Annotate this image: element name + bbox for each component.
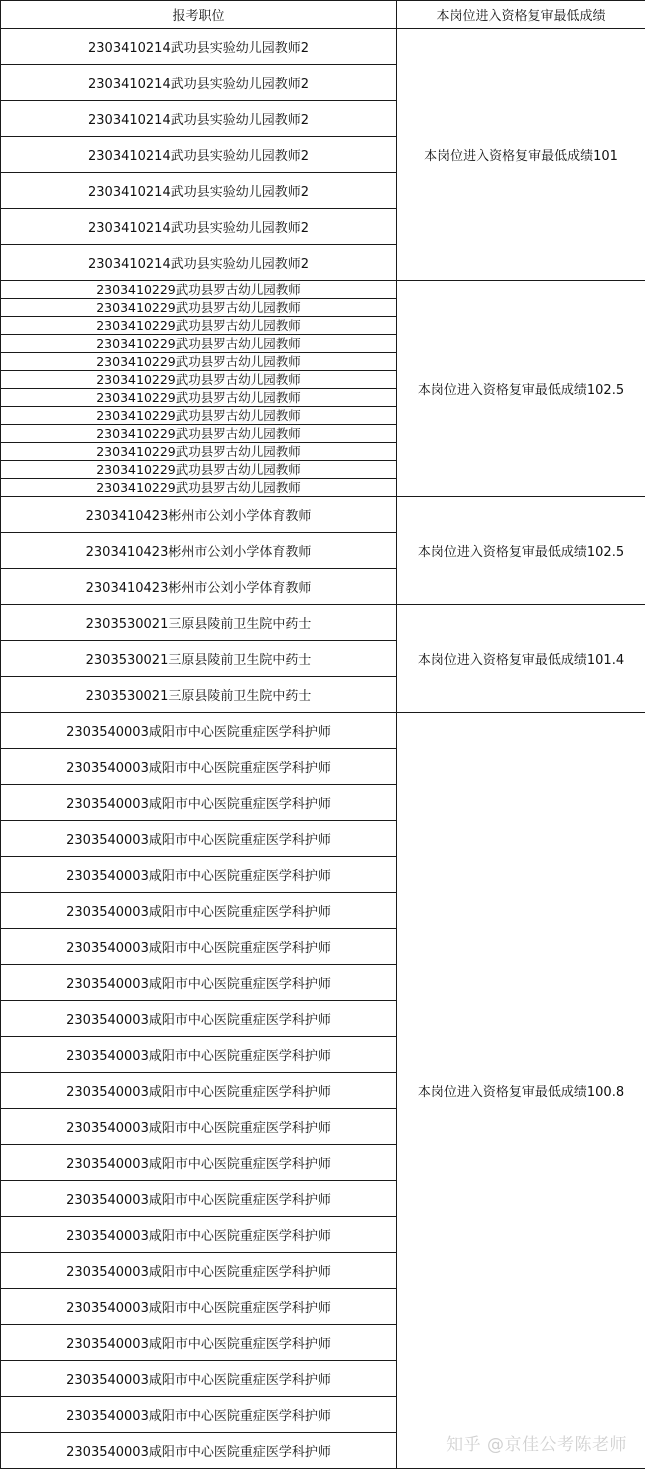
min-score-cell: 本岗位进入资格复审最低成绩102.5 [397, 497, 645, 605]
position-cell: 2303410229武功县罗古幼儿园教师 [1, 389, 397, 407]
position-cell: 2303540003咸阳市中心医院重症医学科护师 [1, 929, 397, 965]
position-cell: 2303540003咸阳市中心医院重症医学科护师 [1, 1145, 397, 1181]
min-score-cell: 本岗位进入资格复审最低成绩100.8 [397, 713, 645, 1469]
position-cell: 2303540003咸阳市中心医院重症医学科护师 [1, 1217, 397, 1253]
position-cell: 2303540003咸阳市中心医院重症医学科护师 [1, 1073, 397, 1109]
position-cell: 2303410229武功县罗古幼儿园教师 [1, 335, 397, 353]
position-cell: 2303410229武功县罗古幼儿园教师 [1, 299, 397, 317]
position-cell: 2303540003咸阳市中心医院重症医学科护师 [1, 713, 397, 749]
position-cell: 2303540003咸阳市中心医院重症医学科护师 [1, 1181, 397, 1217]
position-cell: 2303410229武功县罗古幼儿园教师 [1, 353, 397, 371]
position-cell: 2303410423彬州市公刘小学体育教师 [1, 497, 397, 533]
position-cell: 2303410229武功县罗古幼儿园教师 [1, 443, 397, 461]
position-cell: 2303410229武功县罗古幼儿园教师 [1, 407, 397, 425]
table-row [1, 497, 645, 533]
position-cell: 2303540003咸阳市中心医院重症医学科护师 [1, 1397, 397, 1433]
position-cell: 2303540003咸阳市中心医院重症医学科护师 [1, 749, 397, 785]
position-cell: 2303540003咸阳市中心医院重症医学科护师 [1, 857, 397, 893]
position-cell: 2303530021三原县陵前卫生院中药士 [1, 605, 397, 641]
position-cell: 2303410214武功县实验幼儿园教师2 [1, 29, 397, 65]
position-cell: 2303530021三原县陵前卫生院中药士 [1, 641, 397, 677]
table-body [1, 29, 645, 1469]
position-cell: 2303540003咸阳市中心医院重症医学科护师 [1, 1001, 397, 1037]
table-row [1, 281, 645, 299]
position-cell: 2303540003咸阳市中心医院重症医学科护师 [1, 785, 397, 821]
position-cell: 2303410214武功县实验幼儿园教师2 [1, 65, 397, 101]
position-cell: 2303410229武功县罗古幼儿园教师 [1, 317, 397, 335]
position-cell: 2303540003咸阳市中心医院重症医学科护师 [1, 821, 397, 857]
position-cell: 2303540003咸阳市中心医院重症医学科护师 [1, 1109, 397, 1145]
position-cell: 2303540003咸阳市中心医院重症医学科护师 [1, 1325, 397, 1361]
table-row [1, 605, 645, 641]
position-cell: 2303540003咸阳市中心医院重症医学科护师 [1, 893, 397, 929]
position-cell: 2303540003咸阳市中心医院重症医学科护师 [1, 1037, 397, 1073]
position-cell: 2303410229武功县罗古幼儿园教师 [1, 281, 397, 299]
position-cell: 2303410214武功县实验幼儿园教师2 [1, 101, 397, 137]
position-cell: 2303540003咸阳市中心医院重症医学科护师 [1, 1289, 397, 1325]
watermark: 知乎 @京佳公考陈老师 [446, 1435, 627, 1455]
position-cell: 2303410229武功县罗古幼儿园教师 [1, 371, 397, 389]
position-cell: 2303410229武功县罗古幼儿园教师 [1, 425, 397, 443]
position-cell: 2303410214武功县实验幼儿园教师2 [1, 173, 397, 209]
position-cell: 2303410229武功县罗古幼儿园教师 [1, 461, 397, 479]
header-position: 报考职位 [1, 1, 397, 29]
min-score-cell: 本岗位进入资格复审最低成绩102.5 [397, 281, 645, 497]
position-cell: 2303410214武功县实验幼儿园教师2 [1, 245, 397, 281]
position-cell: 2303540003咸阳市中心医院重症医学科护师 [1, 1433, 397, 1469]
position-cell: 2303410423彬州市公刘小学体育教师 [1, 569, 397, 605]
table-row [1, 29, 645, 65]
position-cell: 2303540003咸阳市中心医院重症医学科护师 [1, 1361, 397, 1397]
header-row [1, 1, 645, 29]
header-min-score: 本岗位进入资格复审最低成绩 [397, 1, 645, 29]
position-cell: 2303410229武功县罗古幼儿园教师 [1, 479, 397, 497]
table-row [1, 713, 645, 749]
position-cell: 2303540003咸阳市中心医院重症医学科护师 [1, 1253, 397, 1289]
min-score-cell: 本岗位进入资格复审最低成绩101 [397, 29, 645, 281]
position-cell: 2303540003咸阳市中心医院重症医学科护师 [1, 965, 397, 1001]
position-cell: 2303410214武功县实验幼儿园教师2 [1, 209, 397, 245]
position-cell: 2303410423彬州市公刘小学体育教师 [1, 533, 397, 569]
min-score-cell: 本岗位进入资格复审最低成绩101.4 [397, 605, 645, 713]
position-cell: 2303410214武功县实验幼儿园教师2 [1, 137, 397, 173]
position-cell: 2303530021三原县陵前卫生院中药士 [1, 677, 397, 713]
